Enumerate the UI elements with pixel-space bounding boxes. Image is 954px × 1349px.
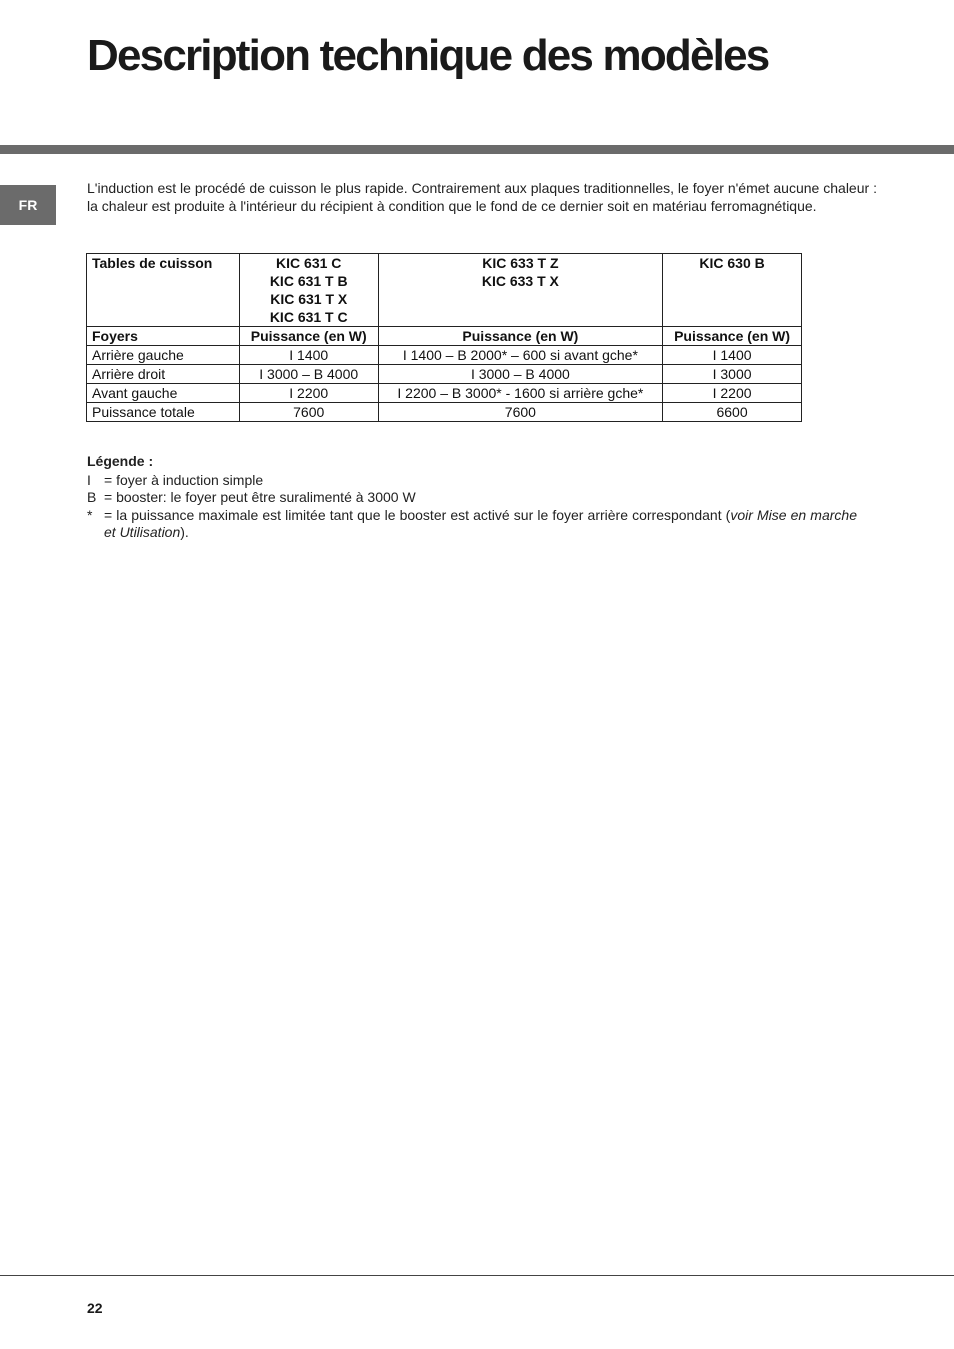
row-label: Puissance totale [87,403,240,422]
legend [87,453,857,542]
legend-item [87,472,857,490]
table-cell: 6600 [663,403,802,422]
legend-key: I [87,471,91,488]
table-subheader-row [87,327,802,346]
legend-item [87,507,857,542]
row-label: Avant gauche [87,384,240,403]
power-header: Puissance (en W) [239,327,378,346]
table-row [87,365,802,384]
table-header-row [87,254,802,327]
power-header: Puissance (en W) [663,327,802,346]
row-label: Arrière droit [87,365,240,384]
legend-text [104,507,857,542]
legend-key: B [87,489,97,505]
table-cell: 7600 [378,403,662,422]
title-divider [0,145,954,154]
table-row [87,384,802,403]
model-name: KIC 633 T X [481,273,559,289]
legend-text: = foyer à induction simple [104,471,264,488]
legend-text-main: = la puissance maximale est limitée tant que le booster est activé sur le foyer arrière correspondant ( [104,506,731,523]
model-name: KIC 631 C [276,255,342,271]
table-cell: I 1400 [663,346,802,365]
table-cell: I 2200 [663,384,802,403]
row-label: Arrière gauche [87,346,240,365]
power-header: Puissance (en W) [378,327,662,346]
legend-text: = booster: le foyer peut être suralimenté à 3000 W [104,489,416,505]
table-corner-label: Tables de cuisson [87,254,240,327]
table-cell: I 1400 – B 2000* – 600 si avant gche* [378,346,662,365]
model-column-2 [378,254,662,327]
table-cell: I 2200 [239,384,378,403]
legend-text-end: ). [180,524,189,540]
table-cell: I 3000 – B 4000 [239,365,378,384]
language-tab: FR [0,185,56,225]
legend-item [87,489,857,507]
row-header-label: Foyers [87,327,240,346]
legend-key: * [87,506,93,523]
table-cell: I 1400 [239,346,378,365]
model-name: KIC 631 T B [269,273,348,289]
table-cell: 7600 [239,403,378,422]
table-cell: I 3000 [663,365,802,384]
table-cell: I 3000 – B 4000 [378,365,662,384]
specifications-table [86,253,802,422]
model-column-3 [663,254,802,327]
page-number: 22 [87,1300,103,1316]
model-name: KIC 631 T C [269,309,348,325]
table-cell: I 2200 – B 3000* - 1600 si arrière gche* [378,384,662,403]
legend-text-reference: voir Mise en marche et Utilisation [104,506,857,540]
model-name: KIC 631 T X [270,291,348,307]
model-name: KIC 630 B [699,255,765,271]
page-title: Description technique des modèles [87,31,769,80]
intro-paragraph: L'induction est le procédé de cuisson le plus rapide. Contrairement aux plaques traditionnelles, le foyer n'émet aucune chaleur : la chaleur est produite à l'intérieur du récipient à condition que le fond de ce dernier soit en matériau ferromagnétique. [87,180,877,214]
footer-divider [0,1275,954,1276]
legend-title: Légende : [87,453,154,469]
model-name: KIC 633 T Z [482,255,559,271]
model-column-1 [239,254,378,327]
table-row [87,403,802,422]
table-row [87,346,802,365]
